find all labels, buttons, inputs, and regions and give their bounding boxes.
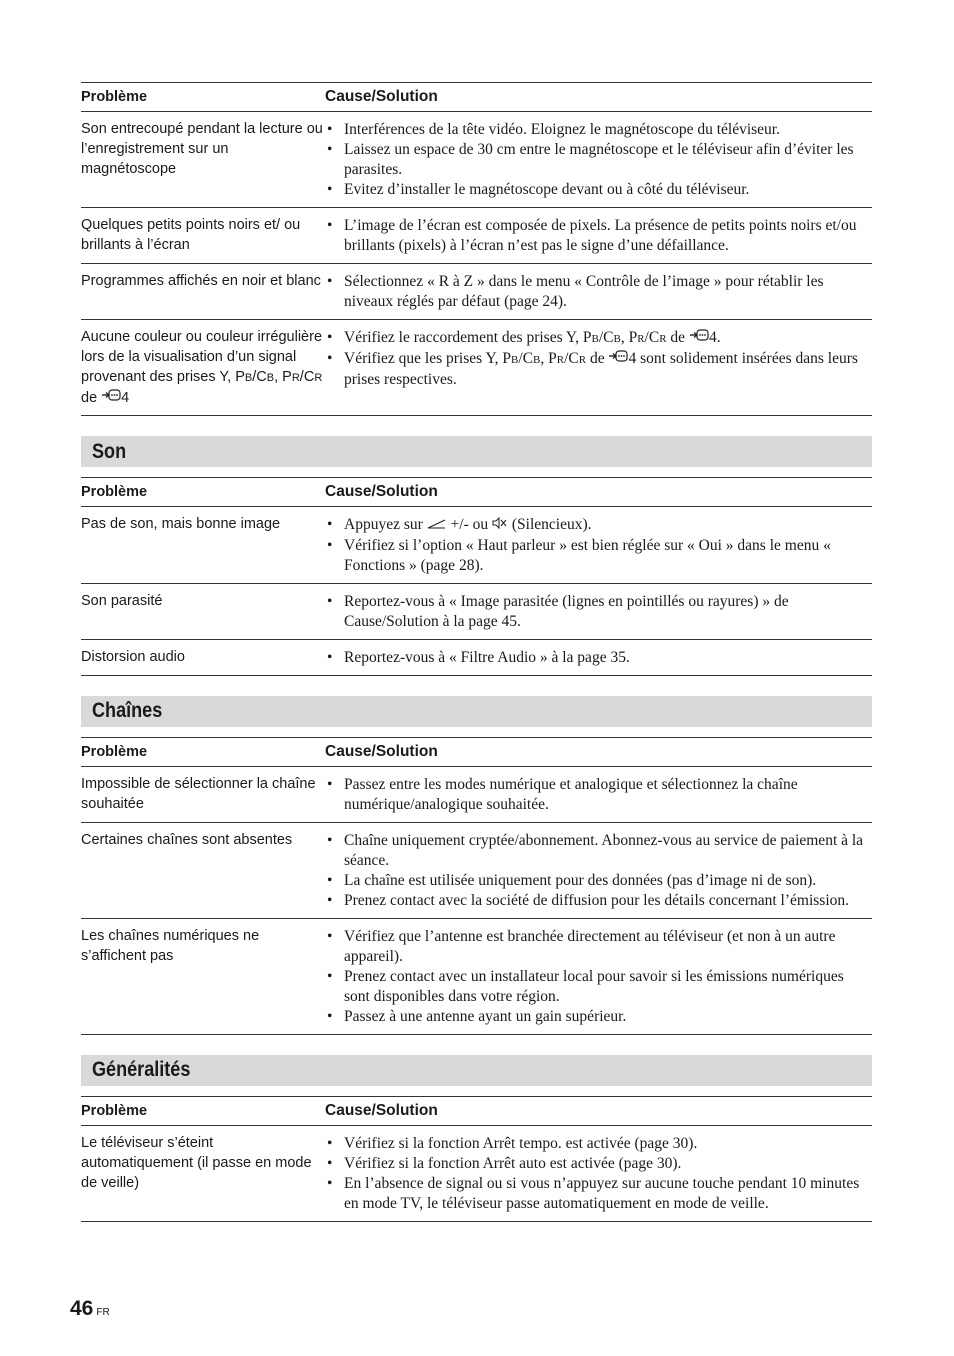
solution-item: Interférences de la tête vidéo. Eloignez le magnétoscope du téléviseur.: [344, 121, 780, 138]
table-row: [81, 823, 872, 919]
problem-header: Problème: [81, 743, 148, 760]
solution-header: Cause/Solution: [325, 1101, 438, 1119]
solution-cell: • Interférences de la tête vidéo. Eloignez le magnétoscope du téléviseur. • Laissez un espace de 30 cm entre le magnétoscope et le téléviseur afin d’éviter les parasites. • Evitez d’installer le magnétoscope devant ou à côté du téléviseur.: [325, 117, 872, 200]
solution-item: Evitez d’installer le magnétoscope devant ou à côté du téléviseur.: [344, 181, 750, 198]
table-header: [81, 1097, 872, 1126]
general-troubleshooting-table: [81, 1096, 872, 1222]
problem-cell: Distorsion audio: [81, 648, 185, 665]
solution-item: Appuyez sur +/- ou (Silencieux).: [344, 515, 872, 535]
solution-item: Vérifiez si l’option « Haut parleur » est bien réglée sur « Oui » dans le menu « Fonctions » (page 28).: [344, 536, 831, 574]
solution-item: Laissez un espace de 30 cm entre le magnétoscope et le téléviseur afin d’éviter les parasites.: [344, 141, 854, 178]
solution-cell: • Vérifiez si la fonction Arrêt tempo. est activée (page 30). • Vérifiez si la fonction Arrêt auto est activée (page 30). • En l’absence de signal ou si vous n’appuyez sur aucune touche pendant 10 minutes en mode TV, le téléviseur passe automatiquement en mode de veille.: [325, 1131, 872, 1214]
solution-item: Chaîne uniquement cryptée/abonnement. Abonnez-vous au service de paiement à la séance.: [344, 831, 864, 869]
table-row: [81, 767, 872, 823]
solution-item: Prenez contact avec la société de diffusion pour les détails concernant l’émission.: [344, 891, 850, 909]
solution-item: Reportez-vous à « Image parasitée (lignes en pointillés ou rayures) » de Cause/Solution à la page 45.: [344, 592, 789, 630]
solution-header: Cause/Solution: [325, 88, 438, 105]
solution-cell: • L’image de l’écran est composée de pixels. La présence de petits points noirs et/ou brillants (pixels) à l’écran n’est pas le signe d’une défaillance.: [325, 213, 872, 256]
table-row: [81, 919, 872, 1034]
solution-item: La chaîne est utilisée uniquement pour des données (pas d’image ni de son).: [344, 871, 817, 889]
input-4-icon: [689, 328, 709, 348]
solution-header: Cause/Solution: [325, 483, 438, 501]
language-code: FR: [96, 1307, 110, 1318]
problem-cell: Le téléviseur s’éteint automatiquement (il passe en mode de veille): [81, 1134, 312, 1191]
table-row: [81, 1126, 872, 1221]
table-header: [81, 83, 872, 112]
input-4-icon: [608, 349, 628, 369]
solution-cell: • Reportez-vous à « Image parasitée (lignes en pointillés ou rayures) » de Cause/Solution à la page 45.: [325, 589, 872, 632]
table-row: [81, 112, 872, 208]
problem-cell: Aucune couleur ou couleur irrégulière lors de la visualisation d’un signal provenant des prises Y, PB/CB, PR/CR de 4: [81, 325, 325, 408]
table-row: [81, 640, 872, 675]
problem-cell: Quelques petits points noirs et/ ou brillants à l’écran: [81, 217, 301, 253]
table-row: [81, 584, 872, 640]
solution-item: Passez à une antenne ayant un gain supérieur.: [344, 1007, 627, 1025]
volume-icon: [427, 516, 447, 536]
solution-cell: • Appuyez sur +/- ou (Silencieux). • Vérifiez si l’option « Haut parleur » est bien réglée sur « Oui » dans le menu « Fonctions » (page 28).: [325, 512, 872, 575]
solution-header: Cause/Solution: [325, 742, 438, 760]
problem-cell: Impossible de sélectionner la chaîne souhaitée: [81, 775, 316, 812]
table-row: [81, 320, 872, 415]
page-number: 46: [70, 1297, 94, 1320]
table-row: [81, 507, 872, 583]
solution-item: Prenez contact avec un installateur local pour savoir si les émissions numériques sont disponibles dans votre région.: [344, 967, 844, 1005]
solution-item: L’image de l’écran est composée de pixels. La présence de petits points noirs et/ou brillants (pixels) à l’écran n’est pas le signe d’une défaillance.: [344, 217, 857, 254]
problem-cell: Certaines chaînes sont absentes: [81, 831, 293, 848]
solution-item: Reportez-vous à « Filtre Audio » à la page 35.: [344, 648, 630, 666]
solution-item: Passez entre les modes numérique et analogique et sélectionnez la chaîne numérique/analogique souhaitée.: [344, 775, 798, 813]
channels-troubleshooting-table: [81, 737, 872, 1035]
problem-header: Problème: [81, 484, 148, 501]
table-row: [81, 264, 872, 320]
table-header: [81, 738, 872, 767]
solution-item: Vérifiez que l’antenne est branchée directement au téléviseur (et non à un autre appareil).: [344, 927, 836, 965]
solution-cell: • Vérifiez le raccordement des prises Y, PB/CB, PR/CR de 4. • Vérifiez que les prises Y, PB/CB, PR/CR de 4 sont solidement insérées dans leurs prises respectives.: [325, 325, 872, 408]
solution-cell: • Passez entre les modes numérique et analogique et sélectionnez la chaîne numérique/analogique souhaitée.: [325, 772, 872, 815]
table-row: [81, 208, 872, 264]
solution-item: Vérifiez si la fonction Arrêt tempo. est activée (page 30).: [344, 1134, 698, 1152]
solution-item: Sélectionnez « R à Z » dans le menu « Contrôle de l’image » pour rétablir les niveaux réglés par défaut (page 24).: [344, 273, 824, 310]
solution-item: Vérifiez si la fonction Arrêt auto est activée (page 30).: [344, 1154, 682, 1172]
table-header: [81, 478, 872, 507]
page-footer: [70, 1297, 110, 1321]
problem-cell: Les chaînes numériques ne s’affichent pas: [81, 927, 260, 964]
input-4-icon: [101, 388, 121, 408]
problem-cell: Son entrecoupé pendant la lecture ou l’enregistrement sur un magnétoscope: [81, 121, 323, 177]
mute-icon: [492, 516, 508, 536]
solution-cell: • Chaîne uniquement cryptée/abonnement. Abonnez-vous au service de paiement à la séance. • La chaîne est utilisée uniquement pour des données (pas d’image ni de son). • Prenez contact avec la société de diffusion pour les détails concernant l’émission.: [325, 828, 872, 911]
section-heading-son: Son: [81, 436, 872, 467]
section-heading-generalites: Généralités: [81, 1055, 872, 1086]
problem-header: Problème: [81, 1102, 148, 1119]
solution-cell: • Vérifiez que l’antenne est branchée directement au téléviseur (et non à un autre appareil). • Prenez contact avec un installateur local pour savoir si les émissions numériques sont disponibles dans votre région. • Passez à une antenne ayant un gain supérieur.: [325, 924, 872, 1027]
problem-cell: Programmes affichés en noir et blanc: [81, 273, 321, 289]
solution-item: Vérifiez que les prises Y, PB/CB, PR/CR de 4 sont solidement insérées dans leurs prises respectives.: [344, 350, 858, 388]
picture-troubleshooting-table: [81, 82, 872, 416]
problem-cell: Son parasité: [81, 592, 163, 609]
solution-cell: • Sélectionnez « R à Z » dans le menu « Contrôle de l’image » pour rétablir les niveaux réglés par défaut (page 24).: [325, 269, 872, 312]
solution-cell: • Reportez-vous à « Filtre Audio » à la page 35.: [325, 645, 872, 668]
page-content: [81, 82, 872, 1222]
solution-item: En l’absence de signal ou si vous n’appuyez sur aucune touche pendant 10 minutes en mode TV, le téléviseur passe automatiquement en mode de veille.: [344, 1174, 860, 1212]
problem-header: Problème: [81, 89, 148, 105]
section-heading-chaines: Chaînes: [81, 696, 872, 727]
solution-item: Vérifiez le raccordement des prises Y, PB/CB, PR/CR de 4.: [344, 328, 872, 349]
sound-troubleshooting-table: [81, 477, 872, 675]
problem-cell: Pas de son, mais bonne image: [81, 516, 281, 533]
